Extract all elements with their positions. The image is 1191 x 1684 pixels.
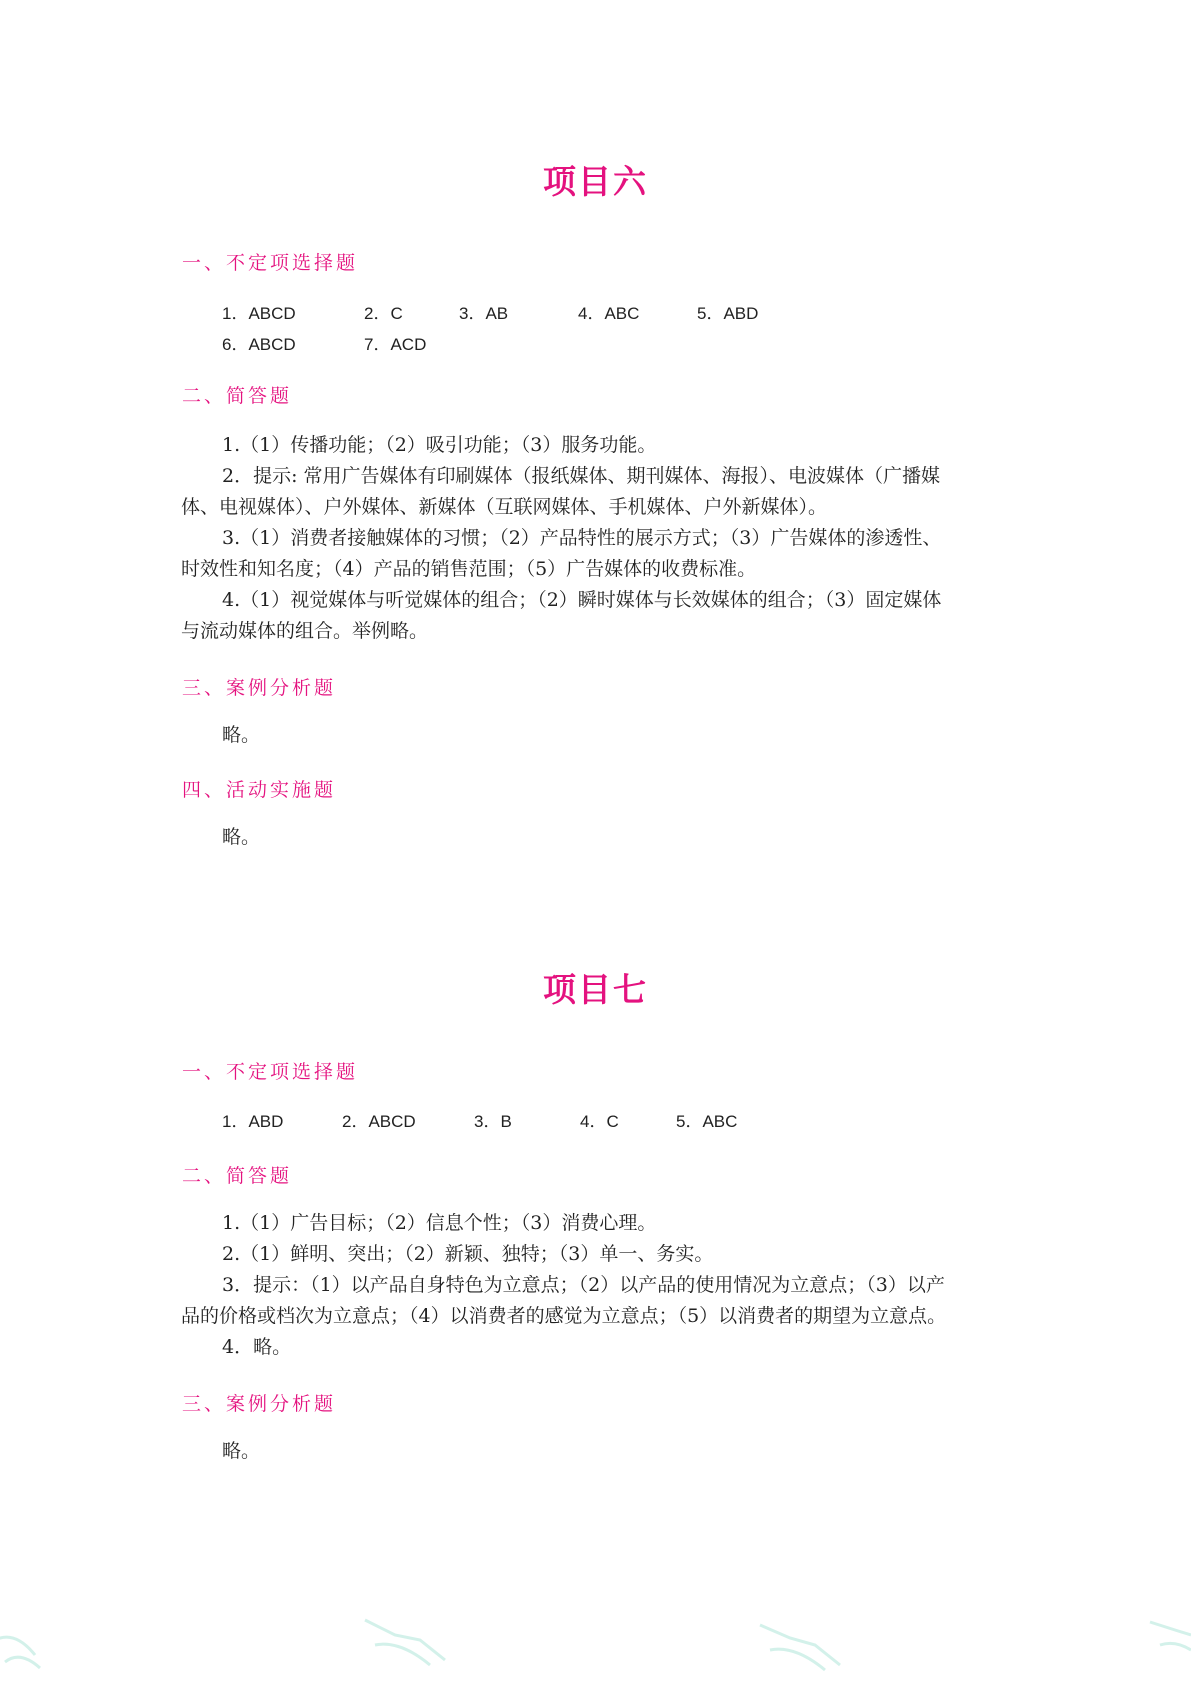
p6-section2-heading: 二、简答题 — [182, 385, 293, 407]
p6-q3-line1: 3.（1）消费者接触媒体的习惯；（2）产品特性的展示方式；（3）广告媒体的渗透性、 — [222, 527, 942, 549]
p7-q2-line: 2.（1）鲜明、突出；（2）新颖、独特；（3）单一、务实。 — [222, 1243, 714, 1265]
p6-answer-6: 6．ABCD — [222, 335, 296, 354]
p6-q2-line2: 体、电视媒体）、户外媒体、新媒体（互联网媒体、手机媒体、户外新媒体）。 — [181, 496, 828, 518]
p7-section1-heading: 一、不定项选择题 — [182, 1061, 359, 1083]
p6-q4-line1: 4.（1）视觉媒体与听觉媒体的组合；（2）瞬时媒体与长效媒体的组合；（3）固定媒体 — [222, 589, 942, 611]
p7-answer-2: 2．ABCD — [342, 1112, 416, 1131]
p6-section3-text: 略。 — [222, 724, 261, 746]
p6-answer-4: 4．ABC — [578, 304, 640, 323]
project6-title: 项目六 — [543, 162, 648, 201]
p6-answer-7: 7．ACD — [364, 335, 427, 354]
p7-answer-5: 5．ABC — [676, 1112, 738, 1131]
p7-q4-line: 4．略。 — [222, 1336, 292, 1358]
p6-section1-heading: 一、不定项选择题 — [182, 252, 359, 274]
p6-answer-1: 1．ABCD — [222, 304, 296, 323]
p7-q3-line1: 3．提示：（1）以产品自身特色为立意点；（2）以产品的使用情况为立意点；（3）以产 — [222, 1274, 945, 1296]
p7-q1-line: 1.（1）广告目标；（2）信息个性；（3）消费心理。 — [222, 1212, 657, 1234]
p6-section4-text: 略。 — [222, 826, 261, 848]
p7-answer-1: 1．ABD — [222, 1112, 284, 1131]
project7-title: 项目七 — [543, 970, 648, 1009]
p6-answer-3: 3．AB — [459, 304, 509, 323]
p6-section3-heading: 三、案例分析题 — [182, 677, 337, 699]
p7-answer-4: 4．C — [580, 1112, 619, 1131]
watermark-pattern — [0, 1600, 1191, 1684]
p6-answer-5: 5．ABD — [697, 304, 759, 323]
p7-q3-line2: 品的价格或档次为立意点；（4）以消费者的感觉为立意点；（5）以消费者的期望为立意点。 — [181, 1305, 947, 1327]
p6-q3-line2: 时效性和知名度；（4）产品的销售范围；（5）广告媒体的收费标准。 — [181, 558, 757, 580]
p6-answer-2: 2．C — [364, 304, 403, 323]
p6-q1-line: 1.（1）传播功能；（2）吸引功能；（3）服务功能。 — [222, 434, 657, 456]
watermark-mark-4 — [1150, 1622, 1191, 1650]
p7-section2-heading: 二、简答题 — [182, 1165, 293, 1187]
watermark-mark-1 — [0, 1637, 40, 1668]
p7-section3-heading: 三、案例分析题 — [182, 1393, 337, 1415]
p6-q2-line1: 2．提示: 常用广告媒体有印刷媒体（报纸媒体、期刊媒体、海报）、电波媒体（广播媒 — [222, 465, 941, 487]
p6-section4-heading: 四、活动实施题 — [182, 779, 337, 801]
p7-section3-text: 略。 — [222, 1440, 261, 1462]
p6-q4-line2: 与流动媒体的组合。举例略。 — [181, 620, 429, 642]
p7-answer-3: 3．B — [474, 1112, 512, 1131]
watermark-mark-2 — [365, 1620, 445, 1665]
watermark-mark-3 — [760, 1625, 840, 1670]
